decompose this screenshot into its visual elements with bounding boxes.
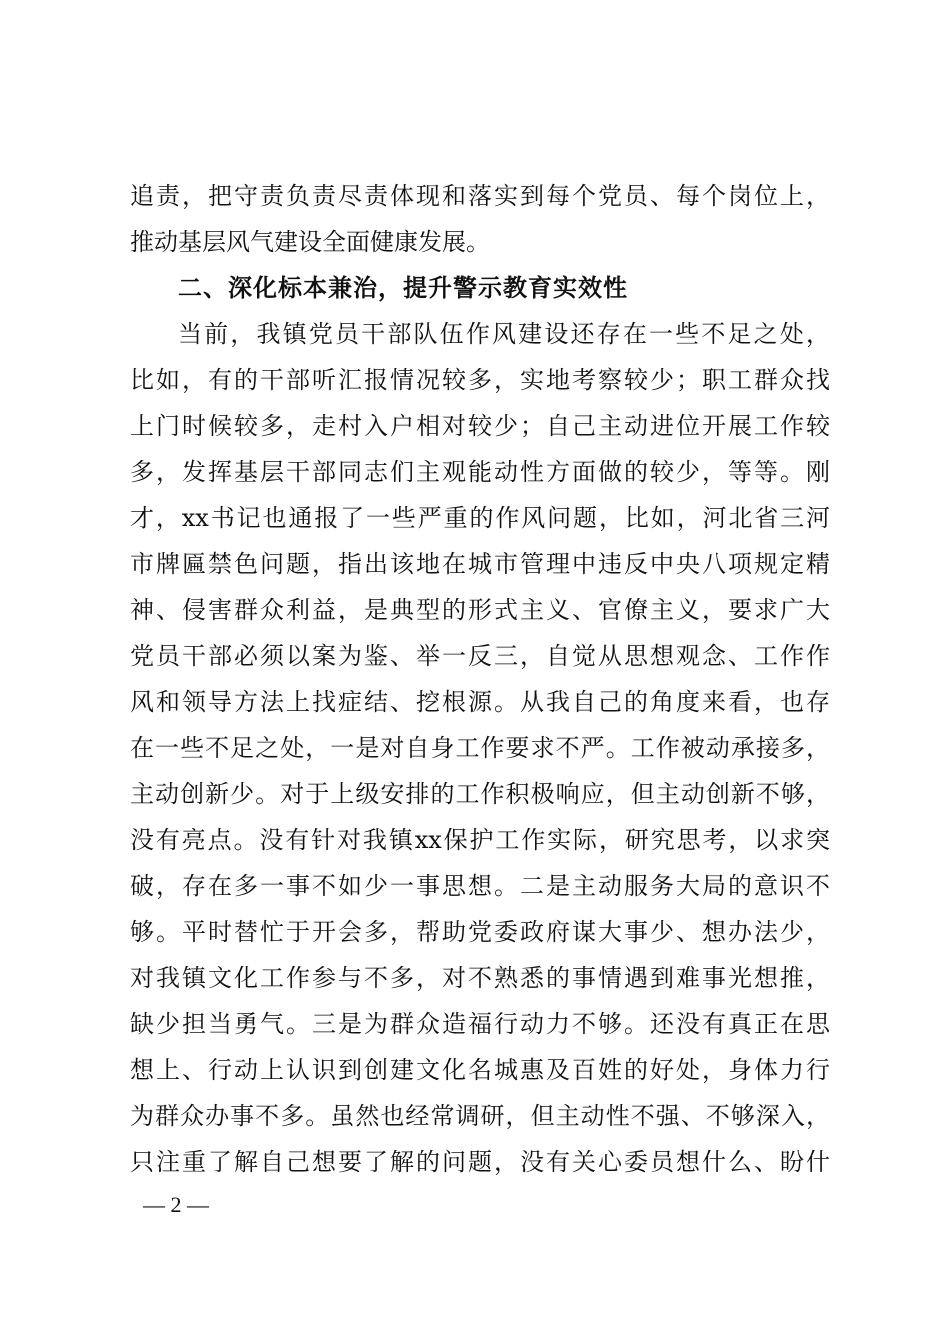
paragraph-line: 神、侵害群众利益，是典型的形式主义、官僚主义，要求广大 (130, 596, 830, 624)
paragraph-line: 没有亮点。没有针对我镇xx保护工作实际，研究思考，以求突 (130, 826, 830, 854)
section-heading: 二、深化标本兼治，提升警示教育实效性 (178, 273, 628, 302)
paragraph-line: 缺少担当勇气。三是为群众造福行动力不够。还没有真正在思 (130, 1010, 830, 1038)
paragraph-line: 推动基层风气建设全面健康发展。 (130, 228, 490, 256)
paragraph-line: 才，xx书记也通报了一些严重的作风问题，比如，河北省三河 (130, 504, 830, 532)
paragraph-line: 当前，我镇党员干部队伍作风建设还存在一些不足之处， (178, 320, 830, 348)
paragraph-line: 主动创新少。对于上级安排的工作积极响应，但主动创新不够， (130, 780, 830, 808)
paragraph-line: 上门时候较多，走村入户相对较少；自己主动进位开展工作较 (130, 412, 830, 440)
paragraph-line: 市牌匾禁色问题，指出该地在城市管理中违反中央八项规定精 (130, 550, 830, 578)
paragraph-line: 在一些不足之处，一是对自身工作要求不严。工作被动承接多， (130, 734, 830, 762)
paragraph-line: 够。平时替忙于开会多，帮助党委政府谋大事少、想办法少， (130, 918, 830, 946)
paragraph-line: 想上、行动上认识到创建文化名城惠及百姓的好处，身体力行 (130, 1056, 830, 1084)
paragraph-line: 对我镇文化工作参与不多，对不熟悉的事情遇到难事光想推， (130, 964, 830, 992)
paragraph-line: 风和领导方法上找症结、挖根源。从我自己的角度来看，也存 (130, 688, 830, 716)
paragraph-line: 比如，有的干部听汇报情况较多，实地考察较少；职工群众找 (130, 366, 830, 394)
paragraph-line: 破，存在多一事不如少一事思想。二是主动服务大局的意识不 (130, 872, 830, 900)
paragraph-line: 党员干部必须以案为鉴、举一反三，自觉从思想观念、工作作 (130, 642, 830, 670)
paragraph-line: 只注重了解自己想要了解的问题，没有关心委员想什么、盼什 (130, 1148, 830, 1176)
paragraph-line: 追责，把守责负责尽责体现和落实到每个党员、每个岗位上， (130, 182, 830, 210)
paragraph-line: 为群众办事不多。虽然也经常调研，但主动性不强、不够深入， (130, 1102, 830, 1130)
page-number: — 2 — (143, 1192, 209, 1217)
paragraph-line: 多，发挥基层干部同志们主观能动性方面做的较少，等等。刚 (130, 458, 830, 486)
